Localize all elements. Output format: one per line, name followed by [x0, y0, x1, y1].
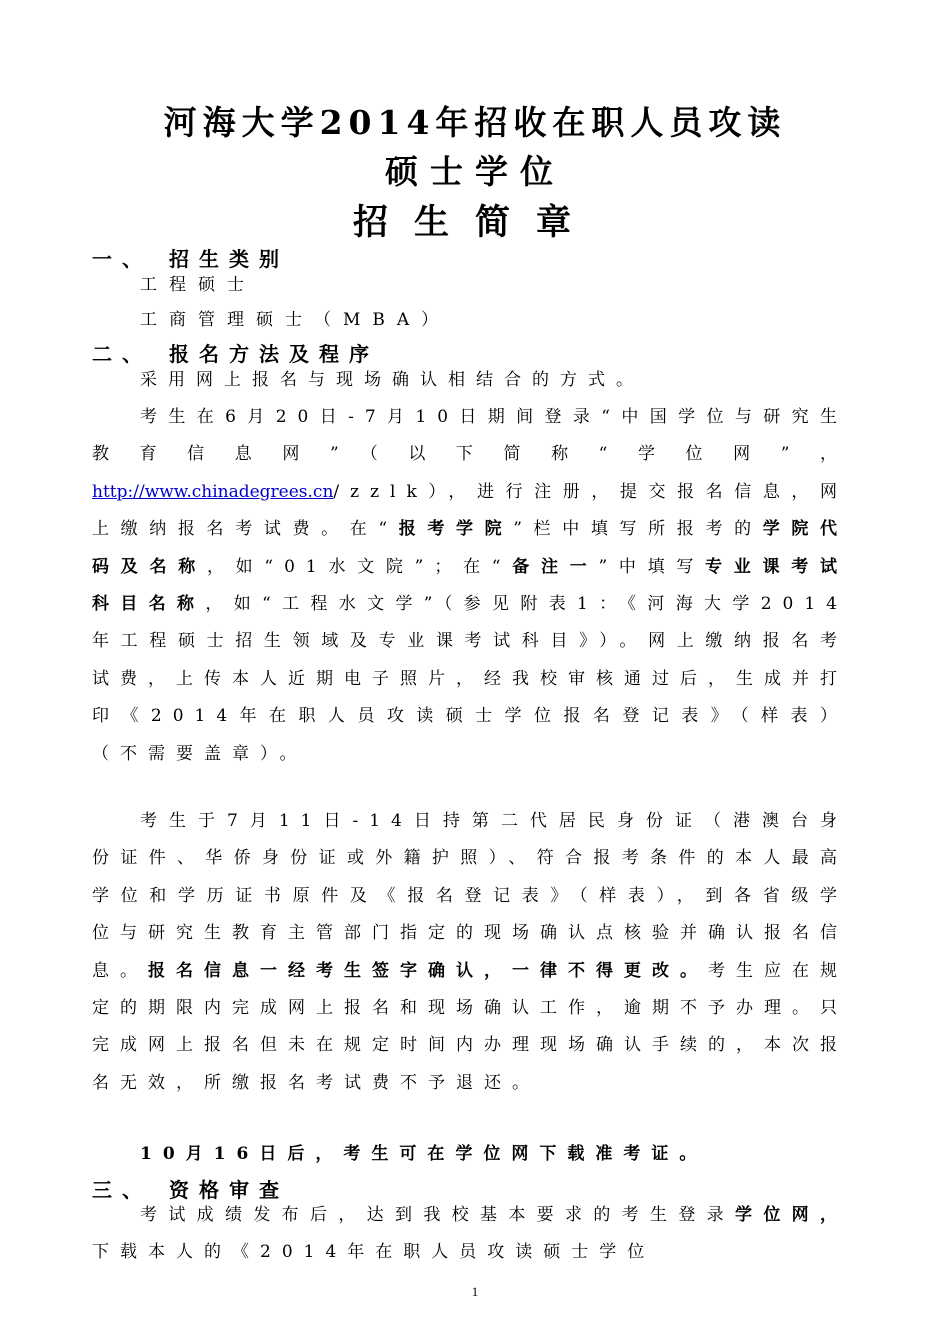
document-title-line-2: 硕士学位 [385, 152, 565, 191]
chinadegrees-link[interactable]: www.chinadegrees.cn [144, 481, 334, 502]
section-2-paragraph-4: 10月16日后，考生可在学位网下载准考证。 [140, 1144, 708, 1164]
paragraph-2-text-b: /zzlk），进行注册，提交报名信息，网上缴纳报名考试费。在“ [92, 481, 848, 540]
paragraph-3-bold: 报名信息一经考生签字确认，一律不得更改。 [148, 960, 708, 981]
paragraph-3-text-a: 考生于7月11日-14日持第二代居民身份证（港澳台身份证件、华侨身份证或外籍护照）、符合报考条件的本人最高学位和学历证书原件及《报名登记表》（样表），到各省级学位与研究生教育主管部门指定的现场确认点核验并确认报名信息。 [92, 811, 848, 981]
paragraph-2-text-d: ，如“01水文院”；在“ [206, 556, 512, 577]
section-3-heading: 三、 资格审查 [92, 1178, 289, 1202]
paragraph-2-bold-2: 学院代码及名称 [92, 519, 848, 577]
chinadegrees-link-prefix[interactable]: http:// [92, 481, 145, 502]
section-2-paragraph-3 [92, 803, 848, 1102]
section-3-text-b: 下载本人的《2014年在职人员攻读硕士学位 [92, 1242, 656, 1263]
section-1-heading: 一、 招生类别 [92, 247, 289, 271]
section-3-bold: 学位网， [735, 1205, 848, 1225]
category-item-2: 工商管理硕士（MBA） [140, 310, 451, 330]
document-title-line-3: 招生简章 [352, 202, 597, 243]
paragraph-2-text-f: ，如“工程水文学”（参见附表1：《河海大学2014年工程硕士招生领域及专业课考试科目》）。网上缴纳报名考试费，上传本人近期电子照片，经我校审核通过后，生成并打印《2014年在职人员攻读硕士学位报名登记表》（样表）（不需要盖章）。 [92, 594, 849, 764]
paragraph-3-text-b: 考生应在规定的期限内完成网上报名和现场确认工作，逾期不予办理。只完成网上报名但未在规定时间内办理现场确认手续的，本次报名无效，所缴报名考试费不予退还。 [92, 960, 848, 1093]
paragraph-2-text-e: ”中填写 [598, 556, 706, 577]
page-number: 1 [471, 1284, 479, 1299]
section-2-paragraph-2 [92, 399, 848, 773]
paragraph-2-text-a: 考生在6月20日-7月10日期间登录“中国学位与研究生教育信息网”（以下简称“学位网”， [92, 407, 848, 465]
category-item-1: 工程硕士 [140, 275, 256, 295]
section-2-paragraph-1: 采用网上报名与现场确认相结合的方式。 [140, 370, 644, 390]
paragraph-2-bold-1: 报考学院 [398, 519, 514, 540]
section-3-text-a: 考试成绩发布后，达到我校基本要求的考生登录 [140, 1205, 735, 1225]
paragraph-2-bold-4: 专业课考试科目名称 [92, 556, 849, 615]
paragraph-2-text-c: ”栏中填写所报考的 [513, 519, 763, 540]
document-title-line-1: 河海大学2014年招收在职人员攻读 [163, 103, 787, 142]
section-2-heading: 二、 报名方法及程序 [92, 342, 379, 366]
paragraph-2-bold-3: 备注一 [511, 556, 599, 577]
section-3-paragraph-1 [92, 1197, 848, 1272]
